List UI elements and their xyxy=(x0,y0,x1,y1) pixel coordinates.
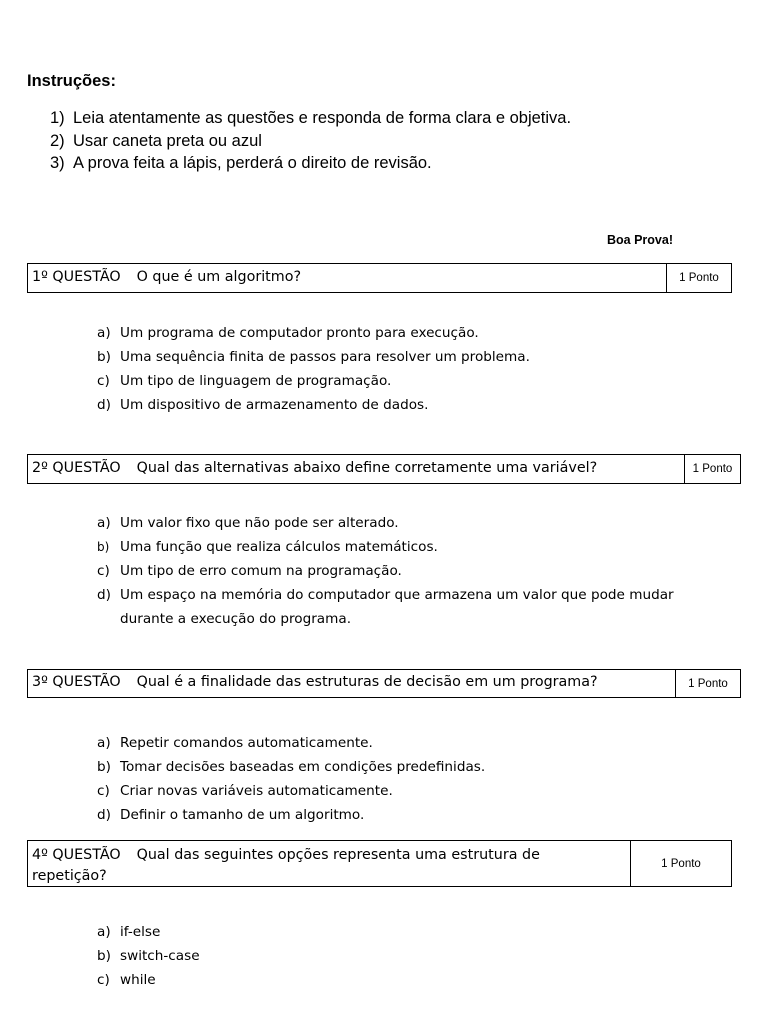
greeting: Boa Prova! xyxy=(607,233,673,247)
option-item xyxy=(97,944,720,968)
question-1-points: 1 Ponto xyxy=(666,264,731,292)
question-2-box xyxy=(27,454,741,484)
option-letter: b) xyxy=(97,349,111,365)
option-text: while xyxy=(120,972,156,988)
option-text: switch-case xyxy=(120,948,200,964)
question-3-header: 3º QUESTÃO xyxy=(32,674,121,690)
option-text: Criar novas variáveis automaticamente. xyxy=(120,783,393,799)
option-letter: b) xyxy=(97,540,110,554)
option-item xyxy=(97,393,720,417)
option-letter: c) xyxy=(97,373,110,389)
question-2-header: 2º QUESTÃO xyxy=(32,460,121,476)
question-2-text-wrap xyxy=(32,460,597,476)
instruction-text: Usar caneta preta ou azul xyxy=(73,131,262,150)
question-4-box xyxy=(27,840,732,887)
question-1-text-wrap xyxy=(32,269,301,285)
option-item xyxy=(97,321,720,345)
option-letter: c) xyxy=(97,783,110,799)
option-text: Uma função que realiza cálculos matemáticos. xyxy=(120,539,438,555)
option-text: Um programa de computador pronto para execução. xyxy=(120,325,479,341)
option-item xyxy=(97,968,720,992)
question-1-text: O que é um algoritmo? xyxy=(136,269,302,285)
question-3-points: 1 Ponto xyxy=(675,670,740,697)
option-letter: c) xyxy=(97,563,110,579)
option-text: Um valor fixo que não pode ser alterado. xyxy=(120,515,399,531)
option-item xyxy=(97,559,720,583)
instruction-item xyxy=(50,130,571,153)
option-letter: d) xyxy=(97,587,111,603)
option-letter: a) xyxy=(97,924,111,940)
option-text: Uma sequência finita de passos para resolver um problema. xyxy=(120,349,530,365)
instruction-number: 3) xyxy=(50,154,65,172)
option-item xyxy=(97,511,720,535)
question-3-text: Qual é a finalidade das estruturas de decisão em um programa? xyxy=(136,674,598,690)
option-item xyxy=(97,920,720,944)
option-item xyxy=(97,731,720,755)
option-letter: a) xyxy=(97,325,111,341)
option-item xyxy=(97,755,720,779)
instruction-item xyxy=(50,107,571,130)
option-letter: b) xyxy=(97,759,111,775)
option-letter: b) xyxy=(97,948,111,964)
option-text: Um dispositivo de armazenamento de dados. xyxy=(120,397,429,413)
option-item xyxy=(97,583,720,631)
option-text: Repetir comandos automaticamente. xyxy=(120,735,373,751)
instructions-title: Instruções: xyxy=(27,72,116,90)
instruction-number: 2) xyxy=(50,131,65,150)
option-letter: c) xyxy=(97,972,110,988)
option-text: Tomar decisões baseadas em condições predefinidas. xyxy=(120,759,486,775)
question-3-box xyxy=(27,669,741,698)
option-letter: d) xyxy=(97,397,111,413)
option-item xyxy=(97,779,720,803)
option-item xyxy=(97,345,720,369)
option-item xyxy=(97,535,720,559)
instruction-text: Leia atentamente as questões e responda de forma clara e objetiva. xyxy=(73,109,572,127)
question-1-header: 1º QUESTÃO xyxy=(32,269,121,285)
option-item xyxy=(97,369,720,393)
question-2-options xyxy=(97,511,720,631)
question-1-box xyxy=(27,263,732,293)
option-text: Definir o tamanho de um algoritmo. xyxy=(120,807,365,823)
option-text: Um tipo de linguagem de programação. xyxy=(120,373,392,389)
question-4-header: 4º QUESTÃO xyxy=(32,847,121,863)
question-4-options xyxy=(97,920,720,992)
instruction-number: 1) xyxy=(50,109,65,127)
option-letter: d) xyxy=(97,807,111,823)
instruction-text: A prova feita a lápis, perderá o direito de revisão. xyxy=(73,154,432,172)
option-letter: a) xyxy=(97,735,111,751)
option-text: Um espaço na memória do computador que armazena um valor que pode mudar durante a execução do programa. xyxy=(120,587,674,627)
instruction-item xyxy=(50,152,571,175)
option-text: Um tipo de erro comum na programação. xyxy=(120,563,402,579)
question-1-options xyxy=(97,321,720,417)
question-2-text: Qual das alternativas abaixo define corretamente uma variável? xyxy=(136,460,598,476)
question-4-text: Qual das seguintes opções representa uma estrutura de repetição? xyxy=(32,847,540,884)
question-3-text-wrap xyxy=(32,674,598,690)
option-letter: a) xyxy=(97,515,111,531)
option-text: if-else xyxy=(120,924,161,940)
question-3-options xyxy=(97,731,720,827)
question-2-points: 1 Ponto xyxy=(684,455,740,483)
instructions-list xyxy=(50,107,571,175)
option-item xyxy=(97,803,720,827)
question-4-text-wrap xyxy=(32,845,592,887)
question-4-points: 1 Ponto xyxy=(630,841,731,886)
